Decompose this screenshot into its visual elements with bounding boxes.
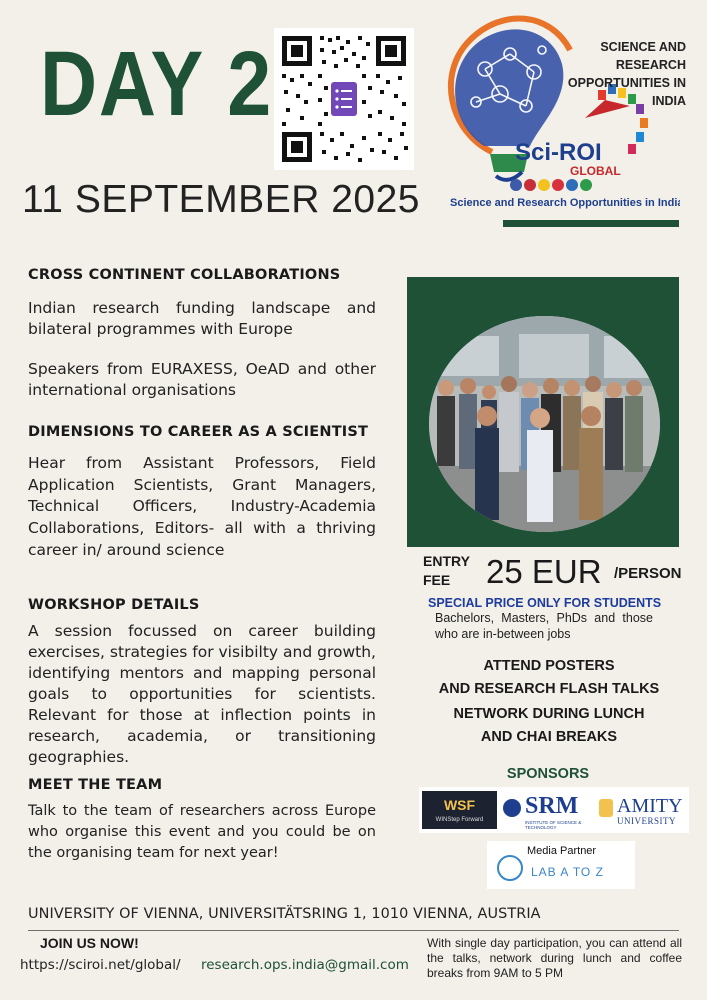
email-link[interactable]: research.ops.india@gmail.com (201, 957, 409, 973)
entry-fee-amount: 25 EUR (486, 553, 602, 590)
wsf-logo: WSF WINStep Forward (422, 791, 497, 829)
sponsor-logos (419, 787, 689, 833)
student-price-note: SPECIAL PRICE ONLY FOR STUDENTS (428, 596, 662, 610)
group-photo (429, 316, 660, 532)
team-text: Talk to the team of researchers across Europe who organise this event and you could be on the organising team for next year! (28, 803, 376, 861)
cross-continent-text-1: Indian research funding landscape and bilateral programmes with Europe (28, 299, 376, 338)
team-heading: MEET THE TEAM (28, 777, 163, 793)
sponsors-heading: SPONSORS (506, 766, 590, 782)
event-date: 11 SEPTEMBER 2025 (22, 178, 420, 221)
entry-fee-label-line2: FEE (423, 572, 451, 588)
footer-divider (28, 930, 679, 931)
career-text: Hear from Assistant Professors, Field Application Scientists, Grant Managers, Technical Officers, Industry-Academia Collaborations, Editors- all with a thriving career in/ around science (28, 454, 376, 559)
highlight-line-4: AND CHAI BREAKS (480, 729, 618, 745)
eligible-groups: Bachelors, Masters, PhDs and those who are in-between jobs (435, 611, 653, 641)
srm-logo: SRM INSTITUTE OF SCIENCE & TECHNOLOGY (503, 791, 595, 829)
highlight-line-2: AND RESEARCH FLASH TALKS (438, 681, 660, 697)
day-title: DAY 2 (40, 33, 273, 135)
green-divider (503, 220, 679, 227)
amity-logo: AMITY UNIVERSITY (599, 791, 687, 829)
workshop-text: A session focussed on career building exercises, strategies for visibilty and growth, identifying mentors and mapping personal goals to opportunities for scientists. Relevant for those at inflection points in research, academia, or transitioning geographies. (28, 622, 376, 766)
entry-fee-label-line1: ENTRY (423, 553, 470, 569)
website-link[interactable]: https://sciroi.net/global/ (20, 957, 181, 973)
logo-brand: Sci-ROI (515, 139, 602, 166)
atom-icon (497, 855, 523, 881)
logo-caption: SCIENCE AND RESEARCH OPPORTUNITIES IN INDIA (567, 40, 686, 108)
highlight-line-3: NETWORK DURING LUNCH (453, 706, 645, 722)
entry-fee-per: /PERSON (614, 565, 682, 582)
logo-tagline: Science and Research Opportunities in India (450, 197, 680, 209)
highlight-line-1: ATTEND POSTERS (483, 658, 615, 674)
media-partner-logo: Media Partner LAB A TO Z (487, 841, 635, 889)
logo-brand-sub: GLOBAL (570, 164, 621, 178)
qr-code[interactable] (274, 28, 414, 170)
cross-continent-heading: CROSS CONTINENT COLLABORATIONS (28, 267, 341, 283)
workshop-heading: WORKSHOP DETAILS (28, 597, 200, 613)
cross-continent-text-2: Speakers from EURAXESS, OeAD and other international organisations (28, 360, 376, 399)
career-heading: DIMENSIONS TO CAREER AS A SCIENTIST (28, 424, 369, 440)
event-highlights (420, 655, 678, 749)
venue-address: UNIVERSITY OF VIENNA, UNIVERSITÄTSRING 1, 1010 VIENNA, AUSTRIA (28, 906, 541, 922)
entry-fee-label (423, 552, 470, 590)
participation-note: With single day participation, you can attend all the talks, network during lunch and coffee breaks from 9AM to 5 PM (427, 936, 682, 980)
join-cta: JOIN US NOW! (40, 935, 139, 951)
